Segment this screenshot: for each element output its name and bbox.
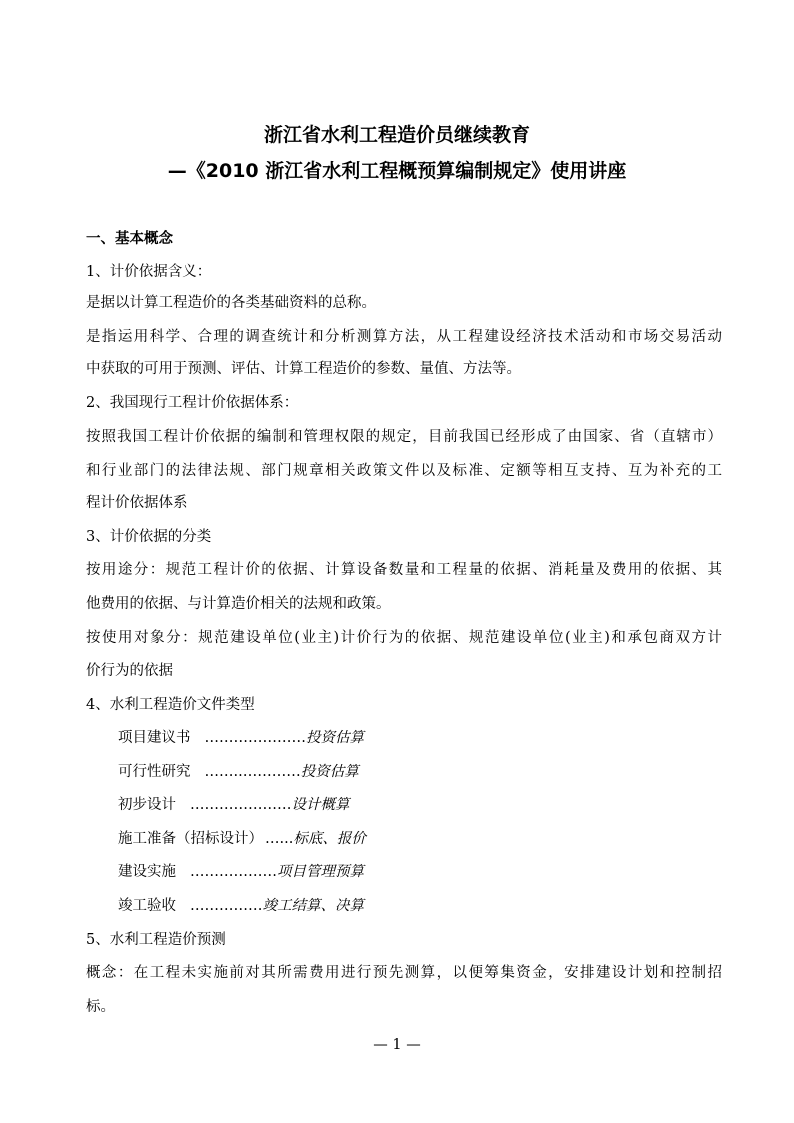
file-type-row	[118, 827, 366, 848]
leader-dots: ………………	[190, 864, 277, 880]
file-type-row	[118, 894, 364, 915]
document-type: 投资估算	[306, 730, 364, 746]
file-type-row	[118, 793, 350, 814]
document-subtitle: —《2010 浙江省水利工程概预算编制规定》使用讲座	[167, 160, 627, 182]
paragraph-line: 程计价依据体系	[86, 495, 188, 511]
stage-name: 初步设计	[118, 797, 176, 813]
document-type: 设计概算	[291, 797, 350, 813]
paragraph-line: 3、计价依据的分类	[86, 529, 212, 545]
leader-dots: ……..…………	[204, 764, 301, 780]
paragraph-line: 和行业部门的法律法规、部门规章相关政策文件以及标准、定额等相互支持、互为补充的工	[86, 463, 722, 479]
paragraph-line: 4、水利工程造价文件类型	[86, 697, 255, 713]
paragraph-line: 是据以计算工程造价的各类基础资料的总称。	[86, 295, 376, 311]
paragraph-line: 标。	[86, 999, 115, 1015]
leader-dots: …...	[265, 831, 294, 847]
paragraph-line: 概念：在工程未实施前对其所需费用进行预先测算，以便筹集资金，安排建设计划和控制招	[86, 965, 722, 981]
leader-dots: ……………	[190, 898, 263, 914]
paragraph-line: 按使用对象分：规范建设单位(业主)计价行为的依据、规范建设单位(业主)和承包商双方计	[86, 630, 722, 646]
document-title: 浙江省水利工程造价员继续教育	[263, 124, 530, 146]
stage-name: 建设实施	[118, 864, 176, 880]
paragraph-line: 价行为的依据	[86, 663, 173, 679]
section-heading: 一、基本概念	[86, 231, 173, 247]
file-type-row	[118, 760, 359, 781]
paragraph-line: 1、计价依据含义：	[86, 264, 212, 280]
leader-dots: …………………	[204, 730, 306, 746]
document-type: 项目管理预算	[277, 864, 364, 880]
document-type: 投资估算	[300, 764, 359, 780]
paragraph-line: 是指运用科学、合理的调查统计和分析测算方法，从工程建设经济技术活动和市场交易活动	[86, 329, 722, 345]
document-type: 竣工结算、决算	[262, 898, 364, 914]
paragraph-line: 按照我国工程计价依据的编制和管理权限的规定，目前我国已经形成了由国家、省（直辖市）	[86, 429, 722, 445]
stage-name: 施工准备（招标设计）	[118, 831, 263, 847]
paragraph-line: 按用途分：规范工程计价的依据、计算设备数量和工程量的依据、消耗量及费用的依据、其	[86, 562, 722, 578]
paragraph-line: 2、我国现行工程计价依据体系：	[86, 395, 299, 411]
file-type-row	[118, 726, 364, 747]
leader-dots: …………………	[190, 797, 292, 813]
paragraph-line: 中获取的可用于预测、评估、计算工程造价的参数、量值、方法等。	[86, 361, 521, 377]
paragraph-line: 他费用的依据、与计算造价相关的法规和政策。	[86, 596, 391, 612]
paragraph-line: 5、水利工程造价预测	[86, 932, 226, 948]
stage-name: 可行性研究	[118, 764, 191, 780]
stage-name: 项目建议书	[118, 730, 191, 746]
document-type: 标底、报价	[293, 831, 366, 847]
stage-name: 竣工验收	[118, 898, 176, 914]
page-number: — 1 —	[373, 1037, 421, 1053]
file-type-row	[118, 860, 364, 881]
